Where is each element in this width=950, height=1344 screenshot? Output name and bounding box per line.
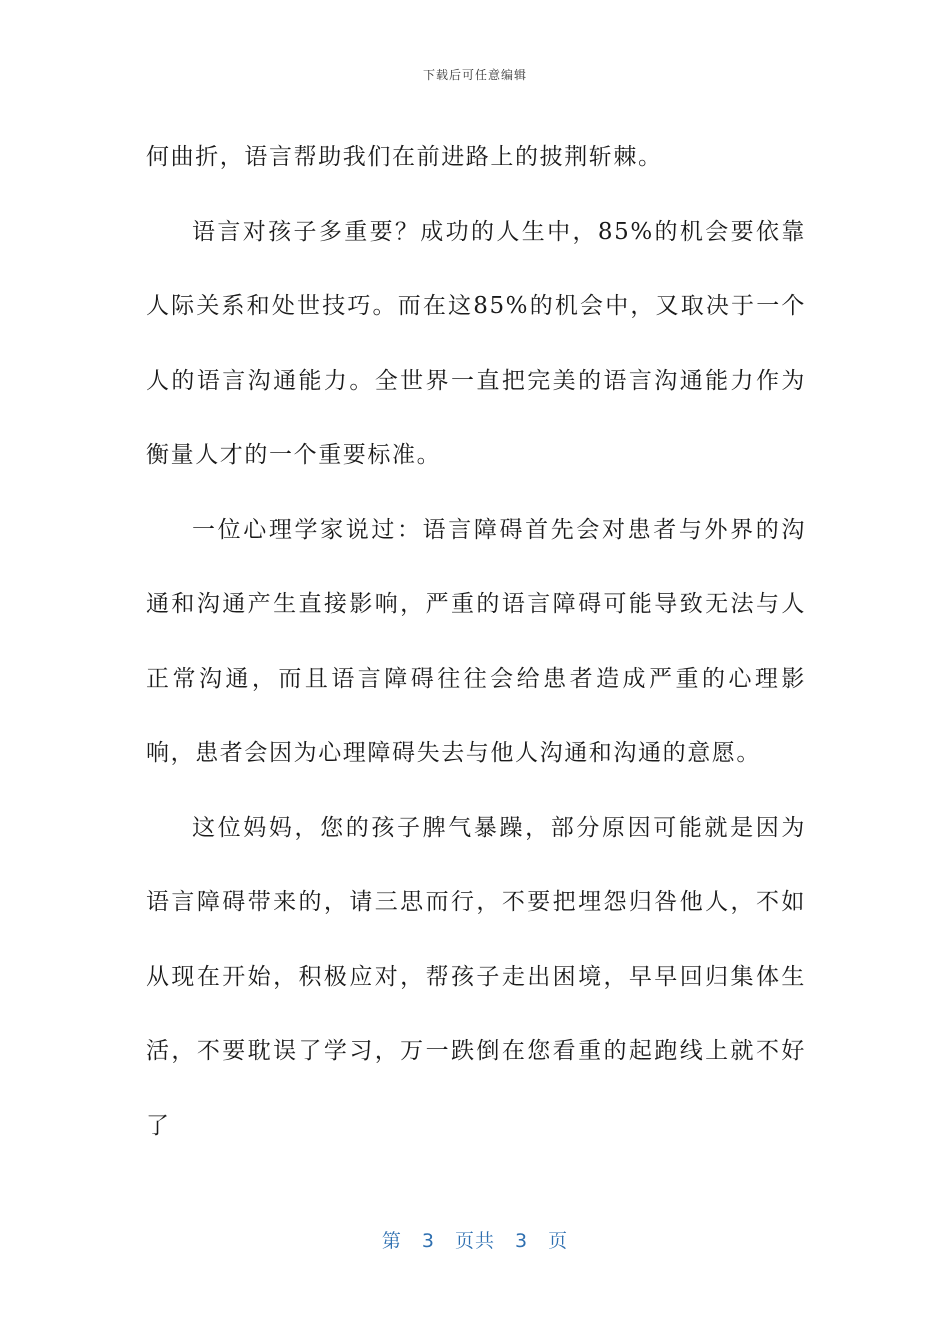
- footer-total-pages: 3: [515, 1230, 529, 1252]
- paragraph: 语言对孩子多重要？成功的人生中，85%的机会要依靠人际关系和处世技巧。而在这85%的机会中，又取决于一个人的语言沟通能力。全世界一直把完美的语言沟通能力作为衡量人才的一个重要标准。: [146, 218, 806, 468]
- paragraph: 何曲折，语言帮助我们在前进路上的披荆斩棘。: [146, 144, 663, 170]
- footer-of-label: 页共: [454, 1230, 495, 1252]
- document-body: [146, 120, 806, 1163]
- paragraph: 这位妈妈，您的孩子脾气暴躁，部分原因可能就是因为语言障碍带来的，请三思而行，不要把埋怨归咎他人，不如从现在开始，积极应对，帮孩子走出困境，早早回归集体生活，不要耽误了学习，万一跌倒在您看重的起跑线上就不好了: [146, 814, 806, 1139]
- footer-current-page: 3: [421, 1230, 435, 1252]
- footer-page-label: 第: [381, 1230, 402, 1252]
- page-footer: [0, 1226, 950, 1253]
- footer-end-label: 页: [548, 1230, 569, 1252]
- header-note: 下载后可任意编辑: [422, 68, 527, 82]
- paragraph: 一位心理学家说过：语言障碍首先会对患者与外界的沟通和沟通产生直接影响，严重的语言障碍可能导致无法与人正常沟通，而且语言障碍往往会给患者造成严重的心理影响，患者会因为心理障碍失去与他人沟通和沟通的意愿。: [146, 516, 806, 766]
